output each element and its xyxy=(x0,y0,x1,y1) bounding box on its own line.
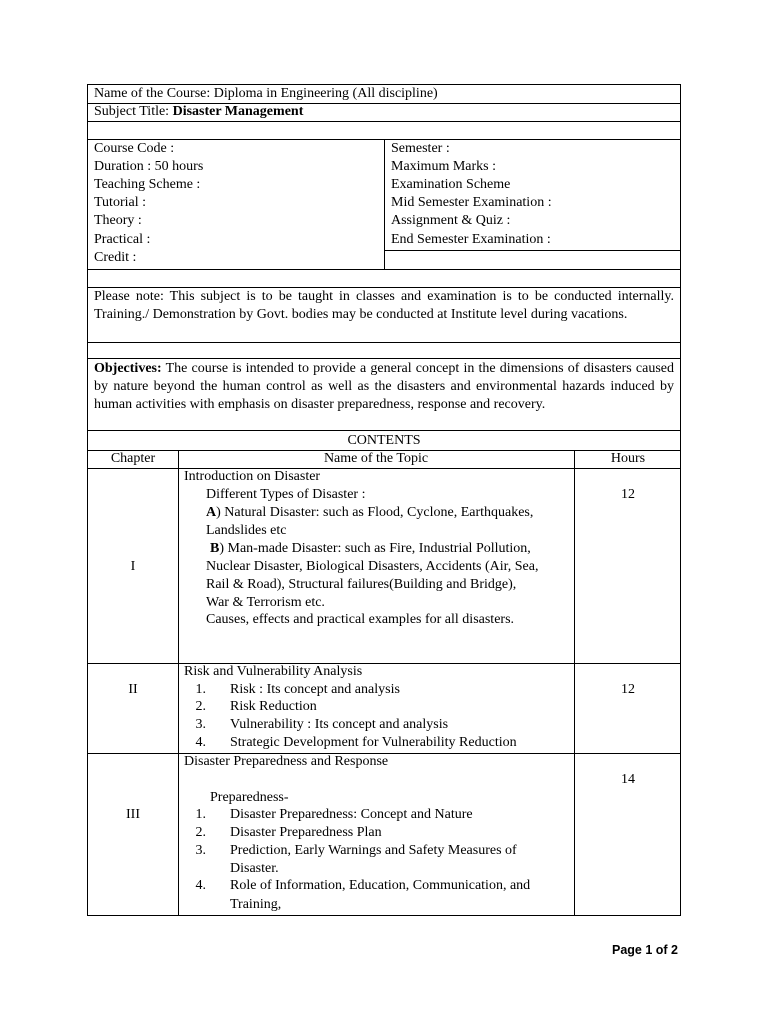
please-note: Please note: This subject is to be taught in classes and examination is to be conducted internally. Training./ Demonstration by Govt. bodies may be conducted at Institute level during vacations. xyxy=(94,289,674,322)
chapter-title: Risk and Vulnerability Analysis xyxy=(184,664,363,679)
maximum-marks-label: Maximum Marks : xyxy=(391,159,496,174)
list-item: 3. Prediction, Early Warnings and Safety Measures of xyxy=(195,843,517,858)
course-code-label: Course Code : xyxy=(94,141,175,156)
topic-line: B) Man-made Disaster: such as Fire, Industrial Pollution, xyxy=(210,541,531,556)
page-number: Page 1 of 2 xyxy=(612,943,678,957)
practical-label: Practical : xyxy=(94,232,151,247)
topic-line: Rail & Road), Structural failures(Building and Bridge), xyxy=(206,577,517,592)
chapter-title: Disaster Preparedness and Response xyxy=(184,754,389,769)
credit-label: Credit : xyxy=(94,250,137,265)
teaching-scheme-label: Teaching Scheme : xyxy=(94,177,201,192)
assignment-quiz-label: Assignment & Quiz : xyxy=(391,213,511,228)
examination-scheme-label: Examination Scheme xyxy=(391,177,511,192)
topic-line: Different Types of Disaster : xyxy=(206,487,366,502)
duration-label: Duration : 50 hours xyxy=(94,159,204,174)
contents-table xyxy=(87,431,681,916)
chapter-number: III xyxy=(126,807,140,822)
topic-line: Preparedness- xyxy=(210,790,289,805)
theory-label: Theory : xyxy=(94,213,142,228)
chapter-title: Introduction on Disaster xyxy=(184,469,321,484)
list-item: 2. Disaster Preparedness Plan xyxy=(195,825,382,840)
list-item: 3. Vulnerability : Its concept and analysis xyxy=(195,717,449,732)
chapter-hours: 14 xyxy=(621,772,635,787)
list-item: 1. Risk : Its concept and analysis xyxy=(195,682,400,697)
contents-title: CONTENTS xyxy=(347,433,421,448)
chapter-hours: 12 xyxy=(621,682,635,697)
chapter-number: I xyxy=(130,559,136,574)
objectives: Objectives: The course is intended to provide a general concept in the dimensions of disasters caused by nature beyond the human control as well as the disasters and environmental hazards induced by human activities with emphasis on disaster preparedness, response and recovery. xyxy=(94,361,674,412)
list-item: 1. Disaster Preparedness: Concept and Nature xyxy=(195,807,473,822)
topic-header: Name of the Topic xyxy=(323,451,429,466)
topic-line: A) Natural Disaster: such as Flood, Cyclone, Earthquakes, xyxy=(206,505,534,520)
list-item: 4. Strategic Development for Vulnerability Reduction xyxy=(195,735,517,750)
chapter-hours: 12 xyxy=(621,487,635,502)
topic-line: War & Terrorism etc. xyxy=(206,595,325,610)
topic-line: Training, xyxy=(230,897,282,912)
subject-title: Subject Title: Disaster Management xyxy=(94,104,304,119)
chapter-number: II xyxy=(128,682,138,697)
list-item: 2. Risk Reduction xyxy=(195,699,317,714)
hours-header: Hours xyxy=(610,451,646,466)
topic-line: Nuclear Disaster, Biological Disasters, Accidents (Air, Sea, xyxy=(206,559,539,574)
semester-label: Semester : xyxy=(391,141,450,156)
course-name: Name of the Course: Diploma in Engineering (All discipline) xyxy=(94,86,438,101)
end-semester-label: End Semester Examination : xyxy=(391,232,551,247)
topic-line: Causes, effects and practical examples for all disasters. xyxy=(206,612,515,627)
list-item: 4. Role of Information, Education, Communication, and xyxy=(195,878,531,893)
mid-semester-label: Mid Semester Examination : xyxy=(391,195,552,210)
topic-line: Landslides etc xyxy=(206,523,287,538)
course-info-table xyxy=(87,84,681,431)
topic-line: Disaster. xyxy=(230,861,279,876)
chapter-header: Chapter xyxy=(110,451,156,466)
tutorial-label: Tutorial : xyxy=(94,195,146,210)
